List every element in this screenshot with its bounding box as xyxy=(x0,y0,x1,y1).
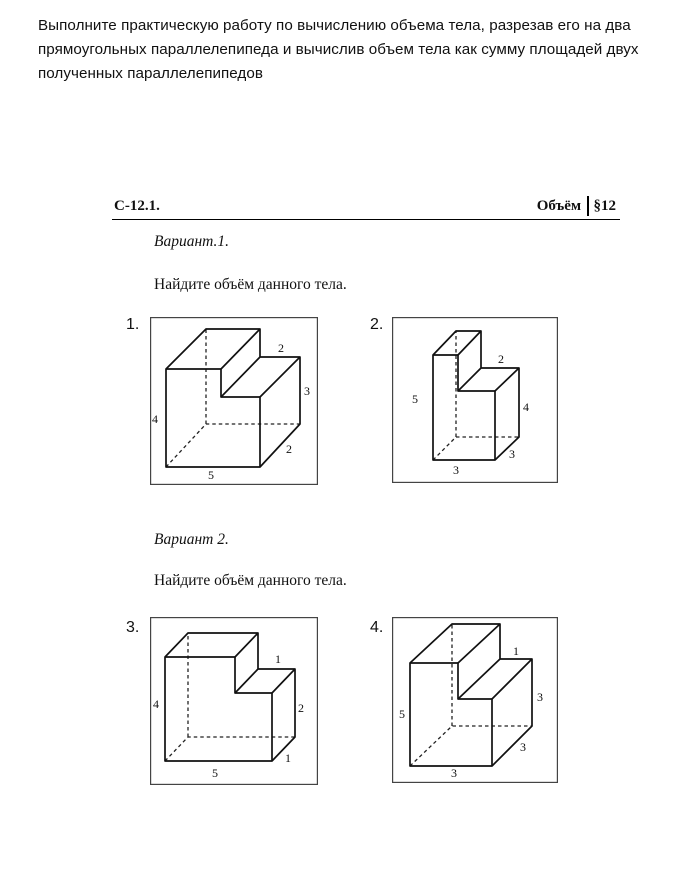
figure-2-label-depth: 3 xyxy=(509,447,515,461)
figure-4-label-right-height: 3 xyxy=(537,690,543,704)
figure-2-top-edges xyxy=(433,331,519,460)
figure-2-label-height: 5 xyxy=(412,392,418,406)
figure-2-front-face xyxy=(433,355,495,460)
figure-1-frame xyxy=(151,318,318,485)
figure-3-drawing xyxy=(150,617,318,785)
figure-1-label-length: 5 xyxy=(208,468,214,482)
figure-1-drawing xyxy=(150,317,318,485)
figure-2-label-step: 2 xyxy=(498,352,504,366)
figure-2-hidden-edges xyxy=(433,331,519,460)
figure-3-label-step: 1 xyxy=(275,652,281,666)
topic-label: Объём xyxy=(536,198,582,214)
variant-1-task: Найдите объём данного тела. xyxy=(154,276,347,293)
figure-4-label-height: 5 xyxy=(399,707,405,721)
figure-2-drawing xyxy=(392,317,558,483)
figure-3-label-length: 5 xyxy=(212,766,218,780)
figure-2 xyxy=(392,317,558,483)
figure-3-frame xyxy=(151,618,318,785)
variant-2-task: Найдите объём данного тела. xyxy=(154,572,347,589)
figure-1-label-depth: 2 xyxy=(286,442,292,456)
figure-2-label-right-height: 4 xyxy=(523,400,529,414)
worksheet-header xyxy=(112,198,620,220)
figure-3-number: 3. xyxy=(126,619,140,636)
figure-1 xyxy=(150,317,318,485)
figure-1-label-height: 4 xyxy=(152,412,158,426)
figure-4-label-step: 1 xyxy=(513,644,519,658)
figure-4-label-depth: 3 xyxy=(520,740,526,754)
figure-1-label-right-height: 3 xyxy=(304,384,310,398)
figure-1-label-step: 2 xyxy=(278,341,284,355)
figure-4-number: 4. xyxy=(370,619,384,636)
figure-3-front-face xyxy=(165,657,272,761)
figure-3-label-right-height: 2 xyxy=(298,701,304,715)
figure-3 xyxy=(150,617,318,785)
figure-4-label-width: 3 xyxy=(451,766,457,780)
variant-2-title: Вариант 2. xyxy=(154,531,229,548)
figure-3-label-depth: 1 xyxy=(285,751,291,765)
header-topic xyxy=(537,198,616,216)
figure-2-label-width: 3 xyxy=(453,463,459,477)
figure-2-number: 2. xyxy=(370,316,384,333)
variant-1-title: Вариант.1. xyxy=(154,233,230,250)
instruction-text: Выполните практическую работу по вычислению объема тела, разрезав его на два прямоугольных параллелепипеда и вычислив объем тела как сумму площадей двух полученных параллелепипедов xyxy=(38,17,639,82)
section-label: §12 xyxy=(593,198,616,214)
header-divider xyxy=(587,196,588,216)
figure-3-label-height: 4 xyxy=(153,697,159,711)
figure-4 xyxy=(392,617,558,783)
figure-4-drawing xyxy=(392,617,558,783)
figure-1-number: 1. xyxy=(126,316,140,333)
worksheet-code: С-12.1. xyxy=(114,198,160,214)
